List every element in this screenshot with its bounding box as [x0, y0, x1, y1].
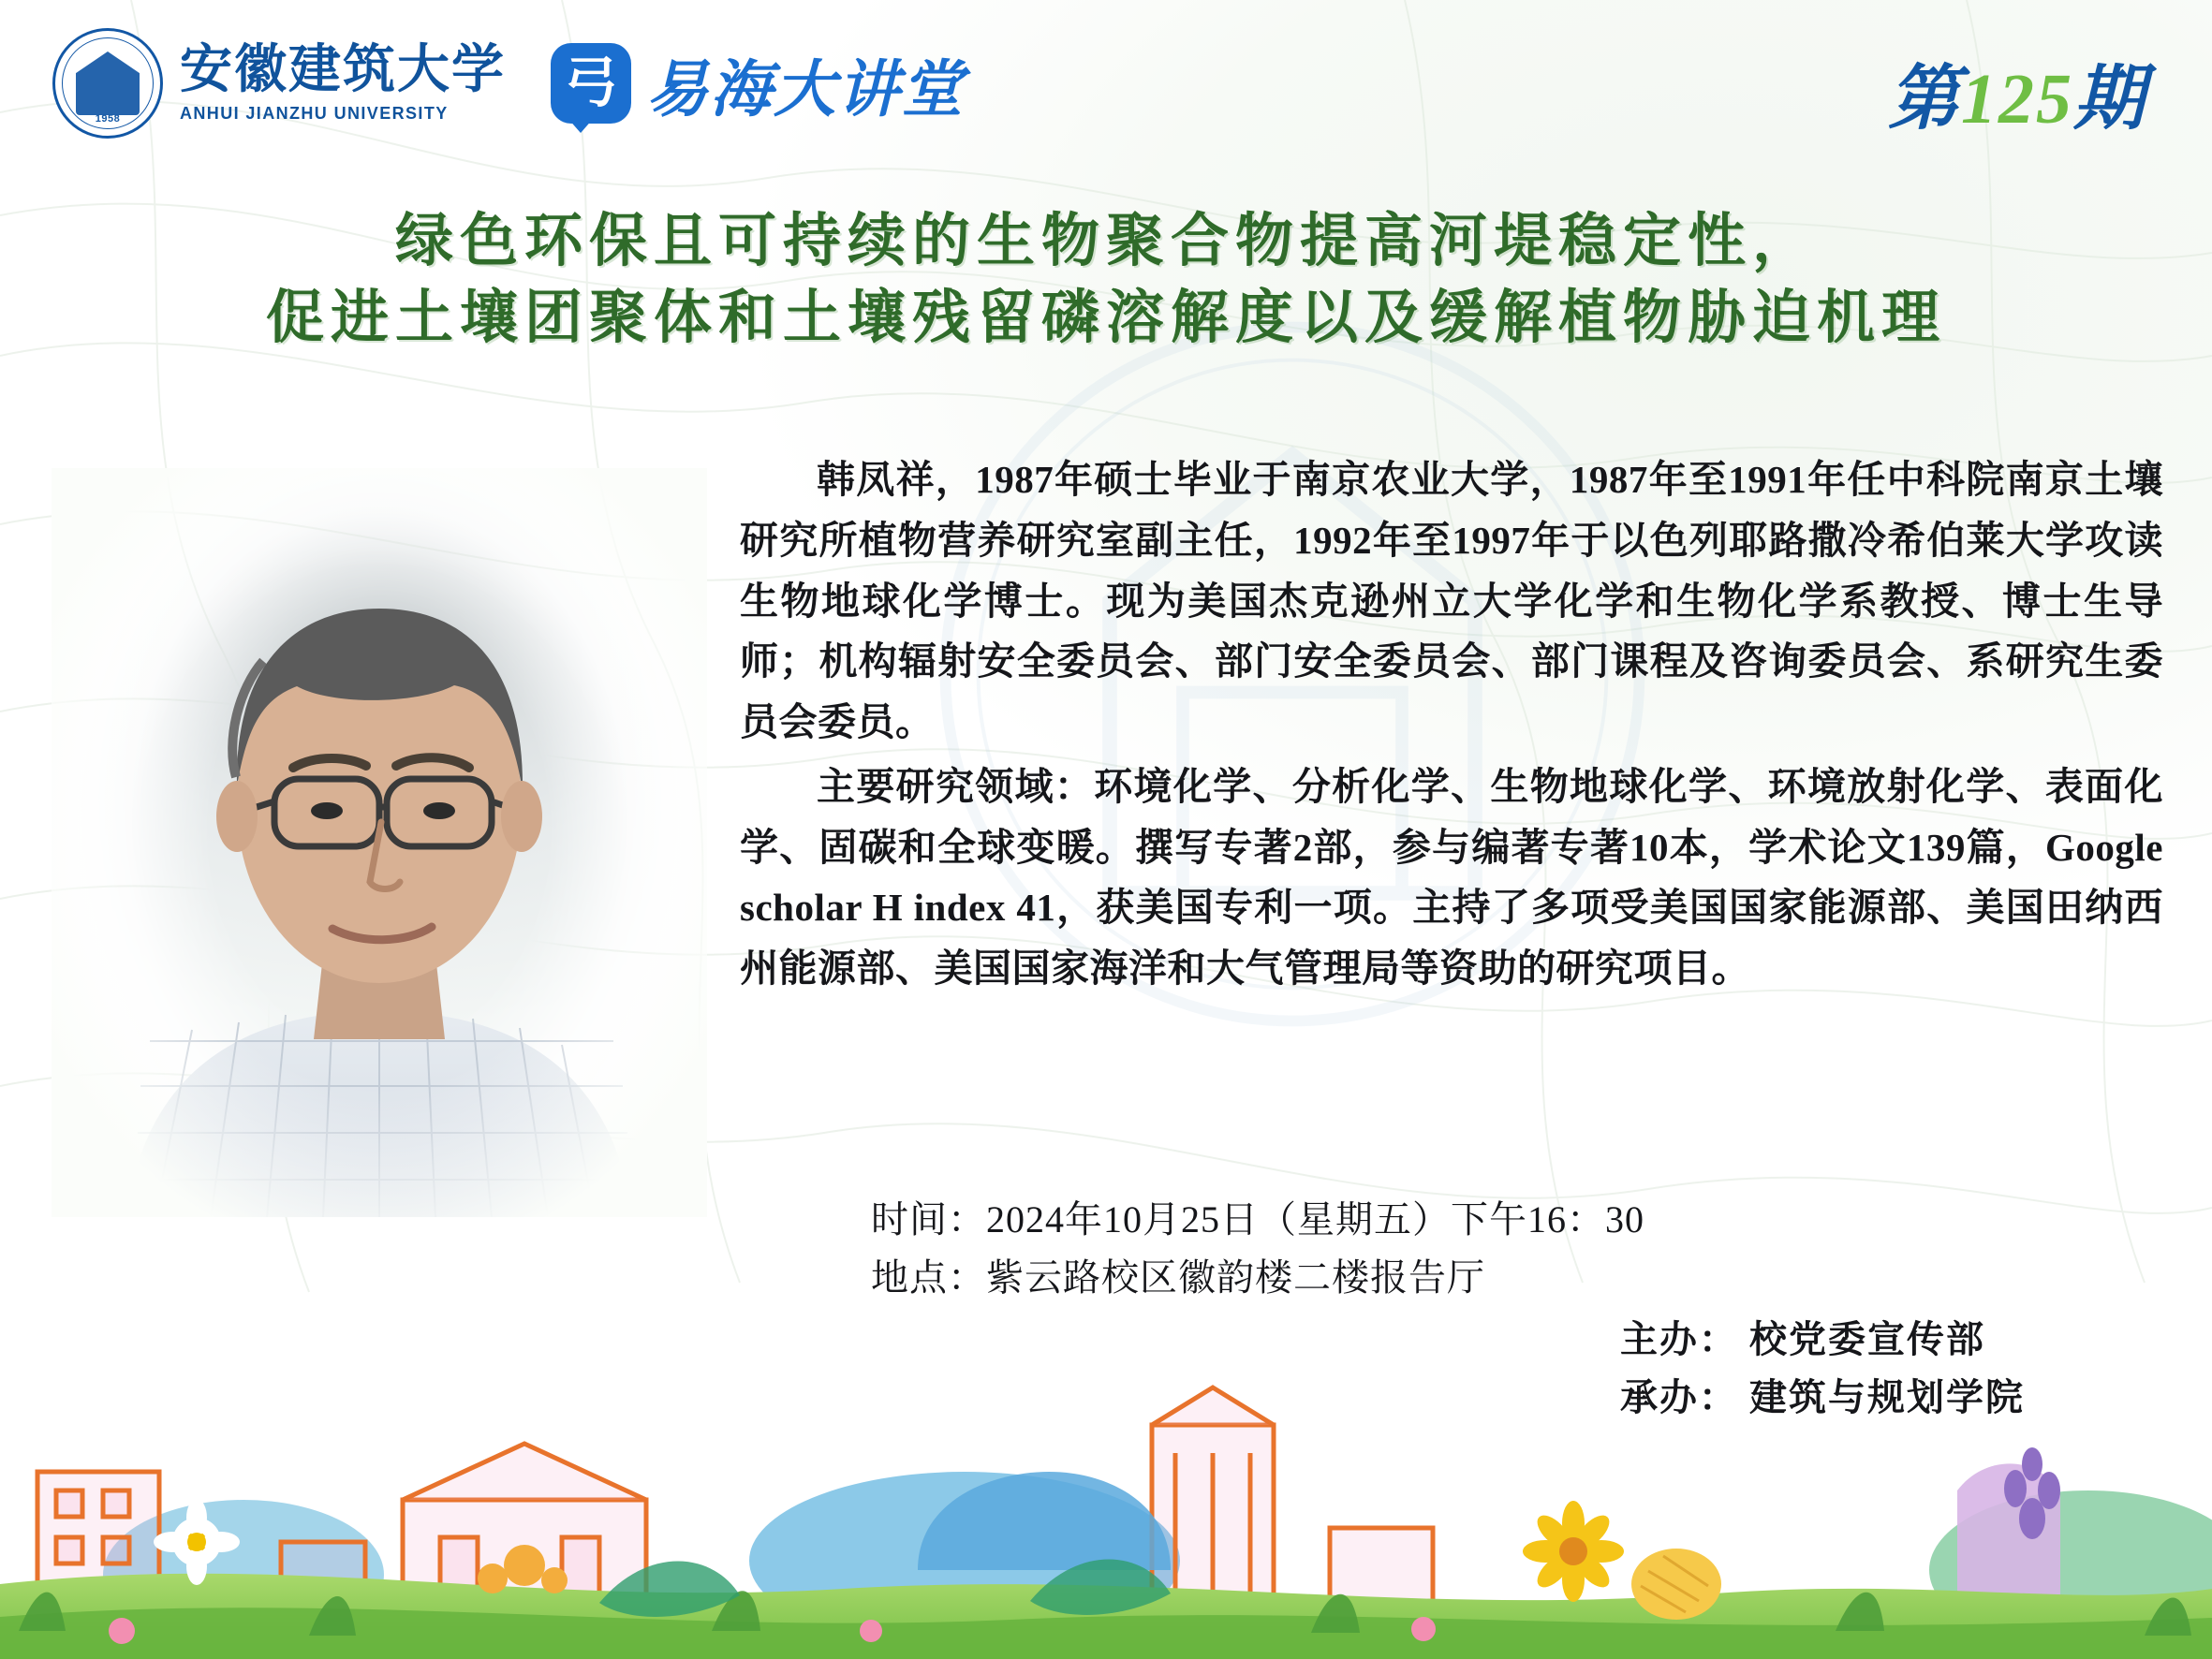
issue-suffix: 期 — [2073, 60, 2146, 139]
lecture-title-line-2: 促进土壤团聚体和土壤残留磷溶解度以及缓解植物胁迫机理 — [265, 286, 1946, 350]
speech-bubble-icon — [551, 43, 631, 124]
event-place: 地点：紫云路校区徽韵楼二楼报告厅 — [871, 1256, 1485, 1299]
forum-brand-block — [551, 39, 965, 128]
event-time: 时间：2024年10月25日（星期五）下午16：30 — [871, 1198, 1644, 1241]
event-co-organizer: 承办： 建筑与规划学院 — [1620, 1376, 2025, 1418]
seal-year-label: 1958 — [95, 113, 121, 125]
speaker-portrait-illustration — [52, 468, 707, 1217]
university-name-cn: 安徽建筑大学 — [180, 41, 506, 100]
speaker-portrait — [52, 468, 707, 1217]
university-seal-icon — [52, 28, 163, 139]
poster-header — [0, 0, 2212, 178]
issue-number: 125 — [1961, 60, 2073, 139]
university-name-en: ANHUI JIANZHU UNIVERSITY — [180, 103, 449, 123]
footer-illustration — [0, 1350, 2212, 1659]
issue-prefix: 第 — [1888, 60, 1961, 139]
speaker-bio — [740, 449, 2163, 999]
university-logo-block — [52, 28, 965, 139]
event-details — [871, 1191, 1644, 1307]
lecture-title-line-1: 绿色环保且可持续的生物聚合物提高河堤稳定性， — [394, 210, 1817, 273]
university-name-block — [180, 43, 506, 124]
bio-paragraph-1: 韩凤祥，1987年硕士毕业于南京农业大学，1987年至1991年任中科院南京土壤研究所植物营养研究室副主任，1992年至1997年于以色列耶路撒冷希伯莱大学攻读生物地球化学博士。现为美国杰克逊州立大学化学和生物化学系教授、博士生导师；机构辐射安全委员会、部门安全委员会、部门课程及咨询委员会、系研究生委员会委员。 — [740, 458, 2163, 744]
forum-icon-glyph: 弓 — [563, 52, 618, 113]
event-organizer: 主办： 校党委宣传部 — [1620, 1318, 1985, 1360]
issue-number-badge — [1888, 41, 2146, 143]
forum-name: 易海大讲堂 — [646, 55, 965, 125]
bio-paragraph-2: 主要研究领域：环境化学、分析化学、生物地球化学、环境放射化学、表面化学、固碳和全球变暖。撰写专著2部，参与编著专著10本，学术论文139篇，Google scholar H index 41，获美国专利一项。主持了多项受美国国家能源部、美国田纳西州能源部、美国国家海洋和大气管理局等资助的研究项目。 — [740, 764, 2163, 991]
lecture-title — [56, 204, 2156, 358]
